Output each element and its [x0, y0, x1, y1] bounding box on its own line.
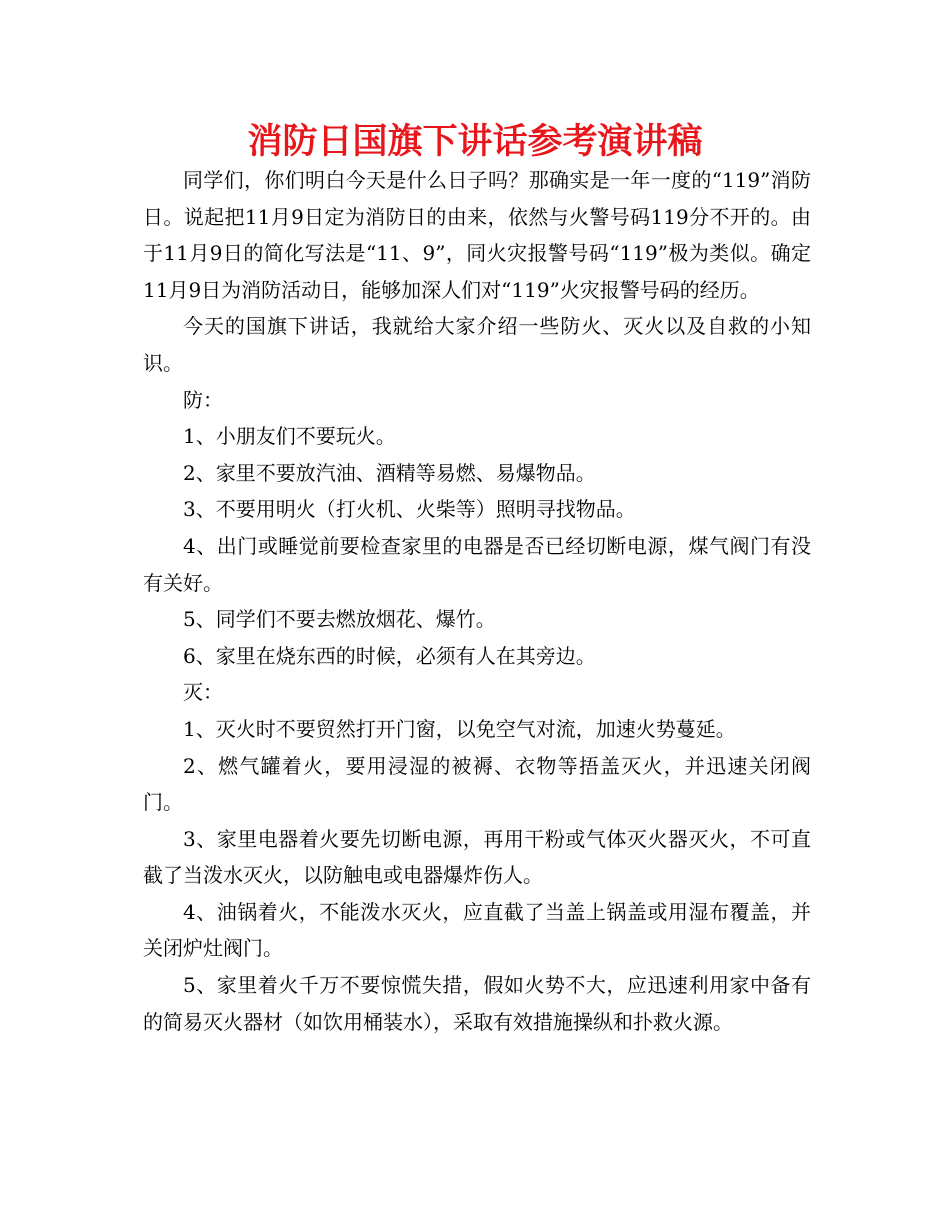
section-heading-prevent: 防： [183, 387, 223, 412]
prevent-item-1: 1、小朋友们不要玩火。 [183, 424, 396, 449]
paragraph-topic: 今天的国旗下讲话，我就给大家介绍一些防火、灭火以及自救的小知识。 [143, 314, 811, 375]
prevent-item-6: 6、家里在烧东西的时候，必须有人在其旁边。 [183, 643, 596, 668]
extinguish-item-1: 1、灭火时不要贸然打开门窗，以免空气对流，加速火势蔓延。 [183, 716, 736, 741]
prevent-item-3: 3、不要用明火（打火机、火柴等）照明寻找物品。 [183, 497, 636, 522]
prevent-item-4: 4、出门或睡觉前要检查家里的电器是否已经切断电源，煤气阀门有没有关好。 [143, 533, 811, 595]
extinguish-item-2: 2、燃气罐着火，要用浸湿的被褥、衣物等捂盖灭火，并迅速关闭阀门。 [143, 753, 811, 815]
document-body [143, 162, 811, 1040]
prevent-item-5: 5、同学们不要去燃放烟花、爆竹。 [183, 607, 496, 632]
prevent-item-2: 2、家里不要放汽油、酒精等易燃、易爆物品。 [183, 460, 596, 485]
extinguish-item-3: 3、家里电器着火要先切断电源，再用干粉或气体灭火器灭火，不可直截了当泼水灭火，以防触电或电器爆炸伤人。 [143, 826, 811, 888]
page-title: 消防日国旗下讲话参考演讲稿 [247, 122, 703, 162]
extinguish-item-4: 4、油锅着火，不能泼水灭火，应直截了当盖上锅盖或用湿布覆盖，并关闭炉灶阀门。 [143, 899, 811, 961]
extinguish-item-5: 5、家里着火千万不要惊慌失措，假如火势不大，应迅速利用家中备有的简易灭火器材（如饮用桶装水），采取有效措施操纵和扑救火源。 [143, 973, 811, 1034]
section-heading-extinguish: 灭： [183, 680, 223, 705]
paragraph-intro: 同学们，你们明白今天是什么日子吗？那确实是一年一度的“119”消防日。说起把11月9日定为消防日的由来，依然与火警号码119分不开的。由于11月9日的简化写法是“11、9”，同火灾报警号码“119”极为类似。确定11月9日为消防活动日，能够加深人们对“119”火灾报警号码的经历。 [143, 168, 811, 302]
